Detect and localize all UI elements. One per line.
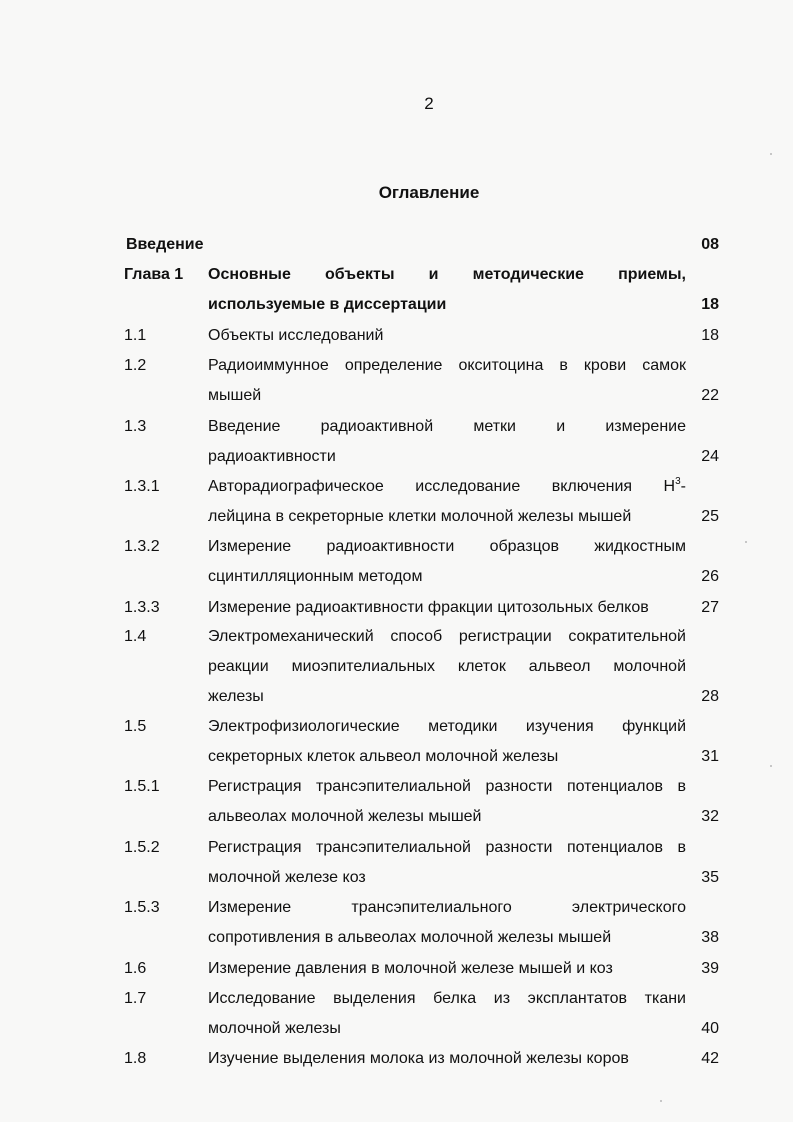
toc-entry-title: [208, 412, 686, 472]
toc-entry-title: [126, 230, 686, 260]
toc-entry-line: [208, 502, 686, 532]
toc-entry-title: [208, 472, 686, 532]
scan-speck: [770, 765, 772, 767]
toc-entry-line-text: радиоактивности: [208, 448, 336, 465]
toc-entry-title: [208, 772, 686, 832]
scan-speck: [770, 153, 772, 155]
toc-entry-line: [208, 863, 686, 893]
toc-entry-line-text: Измерение трансэпителиального электрического: [208, 899, 686, 916]
toc-entry-page: 26: [701, 568, 719, 585]
toc-entry-title: [208, 954, 686, 984]
toc-entry-number: 1.3.3: [124, 599, 160, 616]
toc-entry-line: [208, 622, 686, 652]
toc-entry-number: 1.4: [124, 628, 147, 645]
toc-entry-line-text: реакции миоэпителиальных клеток альвеол молочной: [208, 658, 686, 675]
scan-speck: [660, 1100, 662, 1102]
toc-entry-page: 42: [701, 1050, 719, 1067]
toc-entry-number: 1.5.1: [124, 778, 160, 795]
toc-entry-line: [208, 833, 686, 863]
toc-entry-line-text: Основные объекты и методические приемы,: [208, 266, 686, 283]
toc-entry-number: 1.5.2: [124, 839, 160, 856]
toc-entry-line-text: лейцина в секреторные клетки молочной железы мышей: [208, 508, 632, 525]
toc-entry-line: [208, 682, 686, 712]
toc-entry-page: 32: [701, 808, 719, 825]
toc-entry-line-text: сцинтилляционным методом: [208, 568, 423, 585]
toc-entry-line-text: альвеолах молочной железы мышей: [208, 808, 482, 825]
toc-entry-line: [208, 412, 686, 442]
page-number: 2: [424, 94, 434, 113]
toc-entry-line: [208, 1044, 686, 1074]
toc-entry-line-text: молочной железы: [208, 1020, 341, 1037]
toc-entry-number: Глава 1: [124, 266, 184, 283]
toc-entry-line-text: Изучение выделения молока из молочной железы коров: [208, 1050, 629, 1067]
toc-entry-line-text: Электрофизиологические методики изучения функций: [208, 718, 686, 735]
toc-entry-title: [208, 260, 686, 320]
toc-entry-line-text: Авторадиографическое исследование включения H: [208, 478, 676, 495]
superscript-suffix: -: [680, 478, 686, 495]
toc-title: Оглавление: [378, 183, 480, 202]
toc-entry-line: [208, 290, 686, 320]
toc-entry-line: [208, 351, 686, 381]
toc-entry-number: 1.5: [124, 718, 147, 735]
toc-entry-title: [208, 622, 686, 712]
toc-entry-number: 1.5.3: [124, 899, 160, 916]
toc-entry-line-text: Регистрация трансэпителиальной разности потенциалов в: [208, 778, 686, 795]
toc-entry-number: 1.3.1: [124, 478, 160, 495]
toc-entry-line: [208, 532, 686, 562]
toc-entry-page: 40: [701, 1020, 719, 1037]
toc-entry-line-text: Измерение давления в молочной железе мышей и коз: [208, 960, 613, 977]
toc-entry-number: 1.7: [124, 990, 147, 1007]
toc-entry-line-text: Измерение радиоактивности образцов жидкостным: [208, 538, 686, 555]
toc-entry-title: [208, 321, 686, 351]
toc-entry-line: [208, 442, 686, 472]
toc-entry-line: [208, 954, 686, 984]
toc-entry-line-text: Введение радиоактивной метки и измерение: [208, 418, 686, 435]
toc-entry-number: 1.3: [124, 418, 147, 435]
toc-entry-line: [208, 472, 686, 502]
toc-entry-line-text: секреторных клеток альвеол молочной железы: [208, 748, 559, 765]
toc-entry-number: 1.3.2: [124, 538, 160, 555]
toc-entry-line: [208, 321, 686, 351]
toc-entry-line-text: Радиоиммунное определение окситоцина в крови самок: [208, 357, 686, 374]
toc-entry-line: [208, 381, 686, 411]
toc-entry-page: 22: [701, 387, 719, 404]
toc-entry-page: 39: [701, 960, 719, 977]
toc-entry-line-text: Электромеханический способ регистрации сократительной: [208, 628, 686, 645]
toc-entry-page: 38: [701, 929, 719, 946]
toc-entry-number: 1.6: [124, 960, 147, 977]
toc-entry-title: [208, 593, 686, 623]
toc-entry-line-text: Введение: [126, 236, 204, 253]
toc-entry-page: 24: [701, 448, 719, 465]
toc-entry-line: [126, 230, 686, 260]
toc-entry-line: [208, 772, 686, 802]
toc-entry-line-text: молочной железе коз: [208, 869, 366, 886]
superscript: 3: [675, 476, 681, 487]
toc-entry-line-text: сопротивления в альвеолах молочной железы мышей: [208, 929, 612, 946]
toc-entry-page: 35: [701, 869, 719, 886]
toc-entry-line-text: используемые в диссертации: [208, 296, 447, 313]
toc-entry-title: [208, 833, 686, 893]
toc-entry-number: 1.2: [124, 357, 147, 374]
toc-entry-line: [208, 652, 686, 682]
toc-entry-line: [208, 893, 686, 923]
toc-entry-line-text: Объекты исследований: [208, 327, 384, 344]
scan-speck: [745, 541, 747, 543]
toc-entry-title: [208, 351, 686, 411]
toc-entry-title: [208, 984, 686, 1044]
toc-entry-line-text: Регистрация трансэпителиальной разности потенциалов в: [208, 839, 686, 856]
toc-entry-title: [208, 1044, 686, 1074]
toc-entry-line: [208, 984, 686, 1014]
toc-entry-title: [208, 712, 686, 772]
toc-entry-line: [208, 593, 686, 623]
toc-entry-line: [208, 260, 686, 290]
toc-entry-line-text: Измерение радиоактивности фракции цитозольных белков: [208, 599, 649, 616]
toc-entry-page: 18: [701, 327, 719, 344]
toc-entry-line-text: железы: [208, 688, 264, 705]
toc-entry-page: 08: [701, 236, 719, 253]
toc-entry-page: 27: [701, 599, 719, 616]
toc-entry-title: [208, 893, 686, 953]
toc-entry-line: [208, 802, 686, 832]
toc-entry-line: [208, 742, 686, 772]
toc-entry-line: [208, 562, 686, 592]
toc-entry-number: 1.8: [124, 1050, 147, 1067]
toc-entry-title: [208, 532, 686, 592]
toc-entry-number: 1.1: [124, 327, 147, 344]
toc-entry-line: [208, 712, 686, 742]
toc-entry-page: 18: [701, 296, 719, 313]
toc-entry-line-text: Исследование выделения белка из эксплантатов ткани: [208, 990, 686, 1007]
toc-entry-page: 25: [701, 508, 719, 525]
toc-entry-page: 28: [701, 688, 719, 705]
toc-entry-page: 31: [701, 748, 719, 765]
toc-entry-line: [208, 923, 686, 953]
toc-entry-line: [208, 1014, 686, 1044]
toc-entry-line-text: мышей: [208, 387, 262, 404]
